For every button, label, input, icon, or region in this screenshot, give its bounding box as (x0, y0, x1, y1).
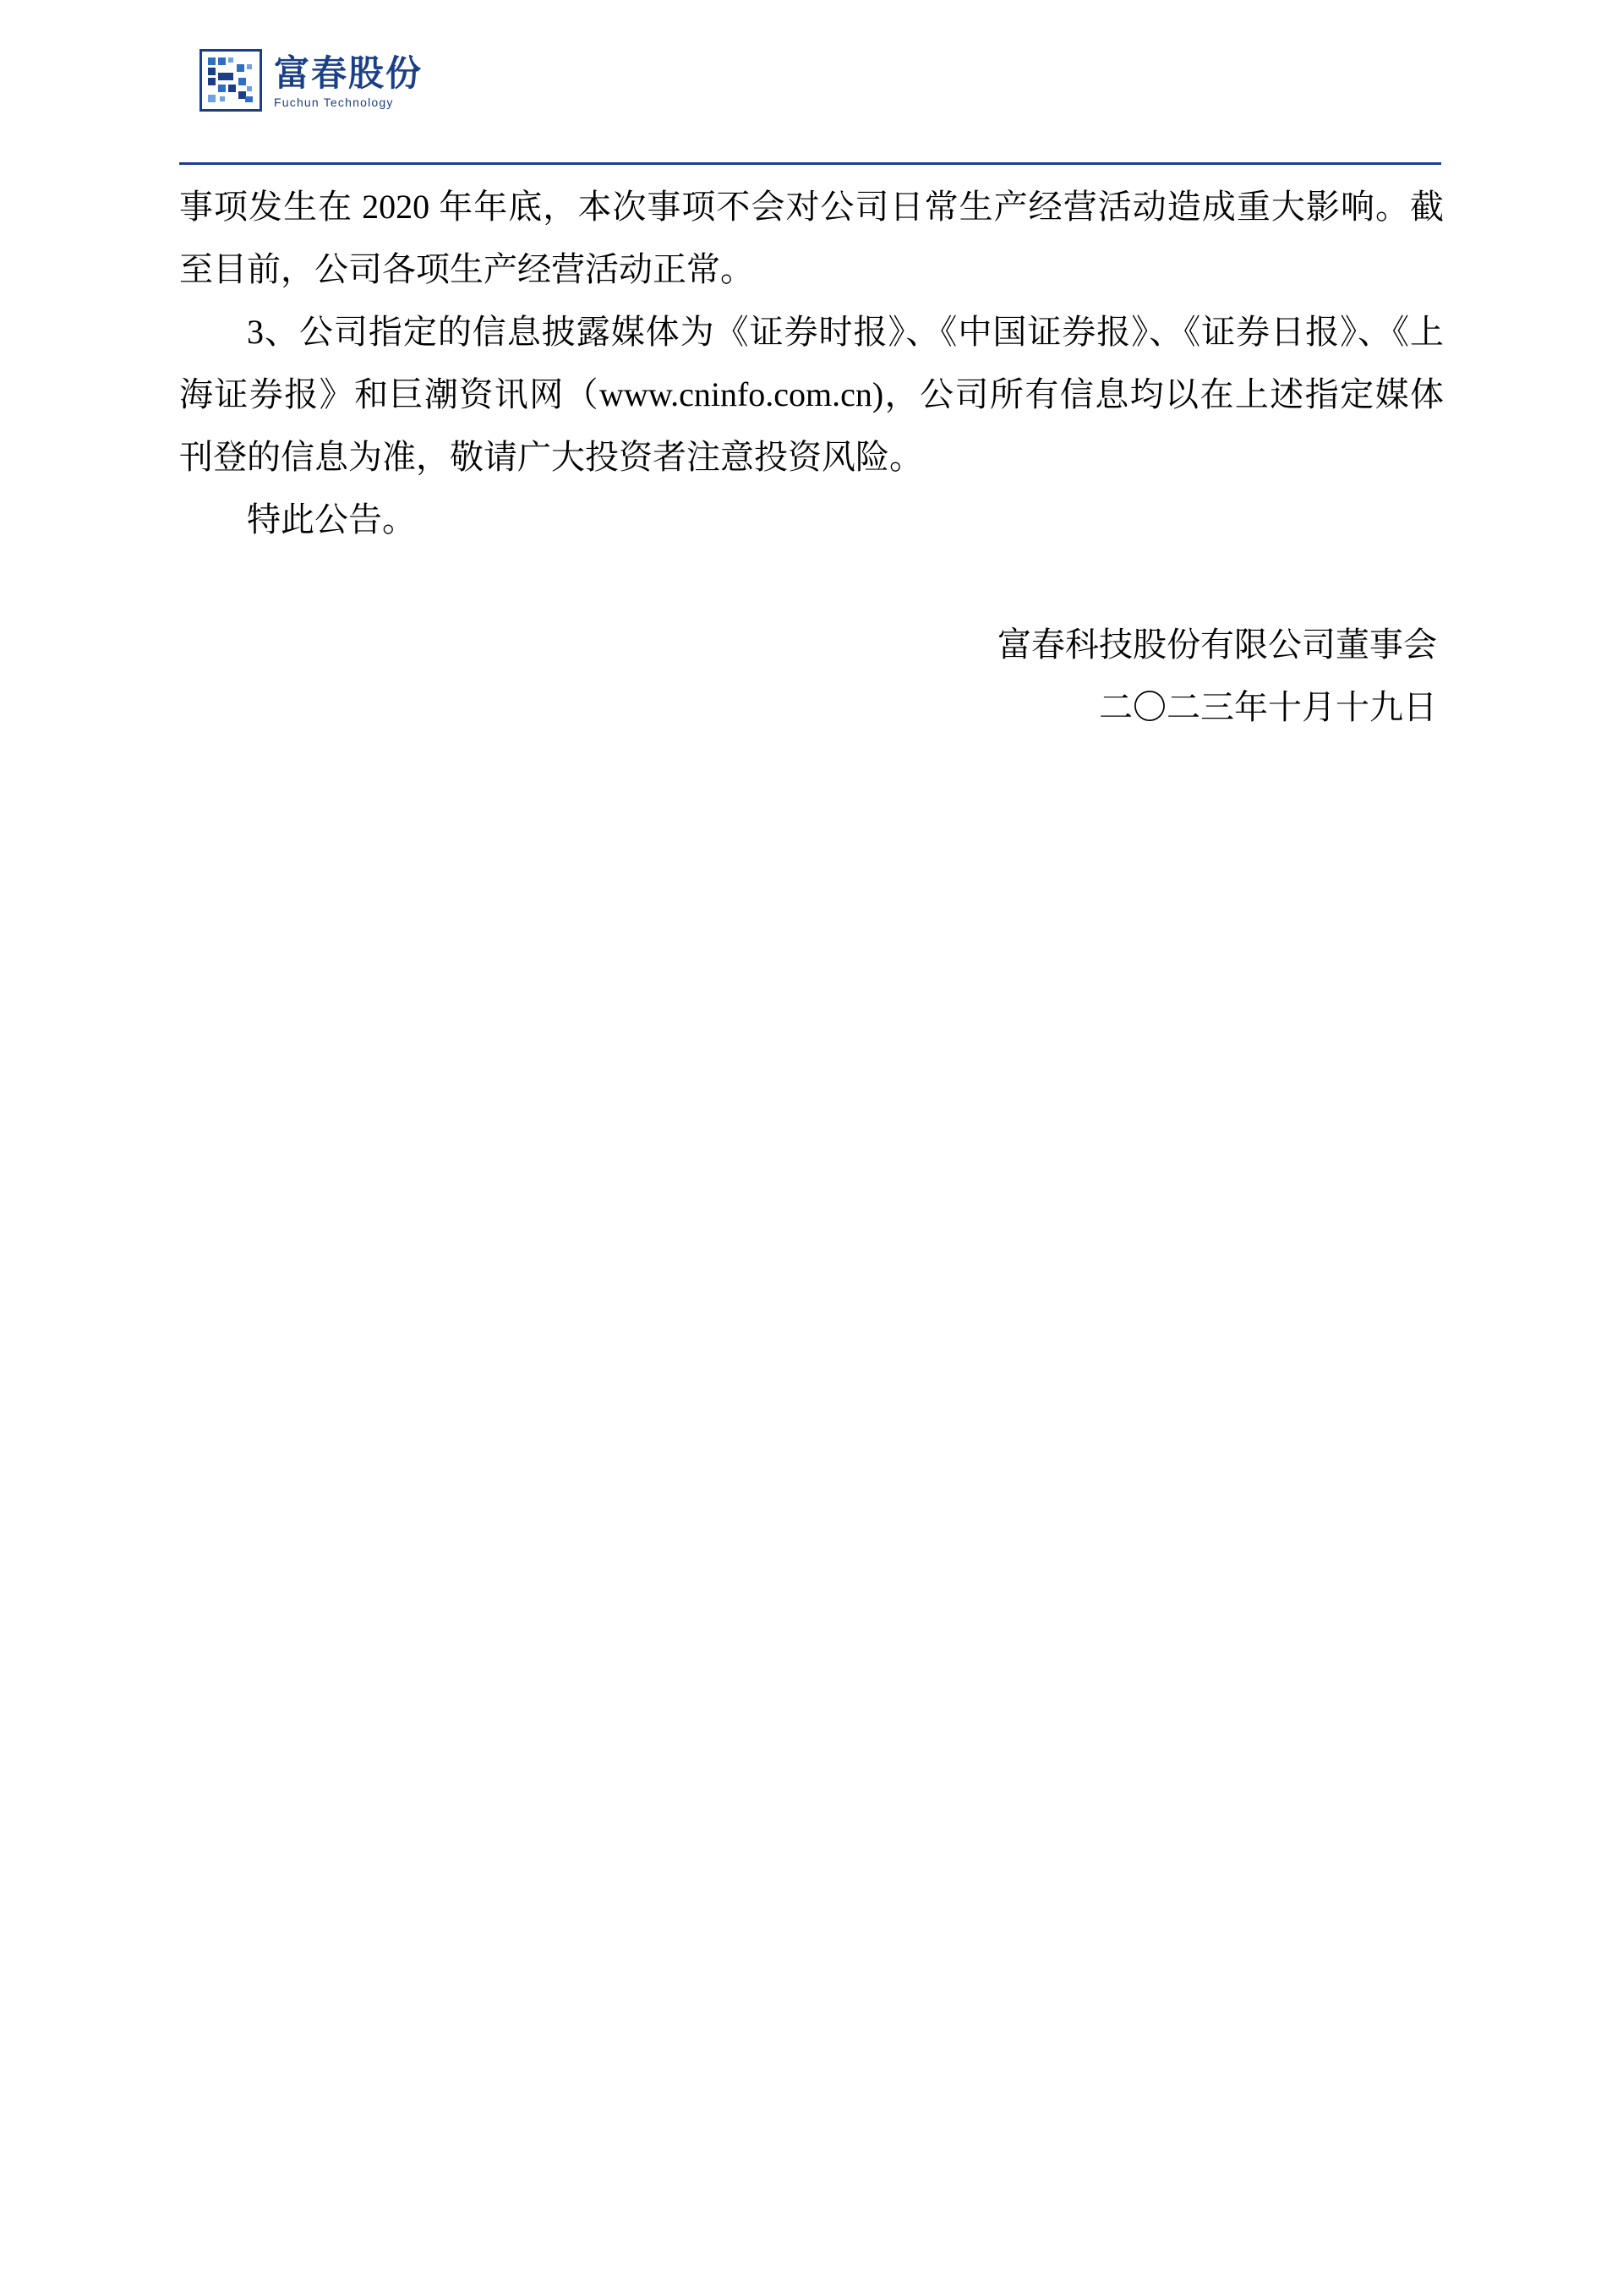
signature-date: 二〇二三年十月十九日 (1099, 688, 1437, 726)
paragraph-item-3: 3、公司指定的信息披露媒体为《证券时报》、《中国证券报》、《证券日报》、《上海证券报》和巨潮资讯网（www.cninfo.com.cn)，公司所有信息均以在上述指定媒体刊登的信息为准，敬请广大投资者注意投资风险。 (179, 313, 1444, 476)
header-divider (179, 162, 1441, 165)
document-body (179, 176, 1444, 739)
paragraph-continued: 事项发生在 2020 年年底，本次事项不会对公司日常生产经营活动造成重大影响。截至目前，公司各项生产经营活动正常。 (179, 188, 1444, 288)
logo-company-name-cn: 富春股份 (274, 53, 424, 93)
company-logo (199, 49, 423, 112)
signature-block (179, 614, 1444, 739)
fuchun-logo-mark-icon (199, 49, 262, 112)
logo-company-name-en: Fuchun Technology (274, 96, 394, 109)
page-header (0, 0, 1623, 161)
logo-text (274, 54, 423, 112)
paragraph-notice: 特此公告。 (247, 500, 416, 538)
signature-company: 富春科技股份有限公司董事会 (997, 626, 1437, 664)
